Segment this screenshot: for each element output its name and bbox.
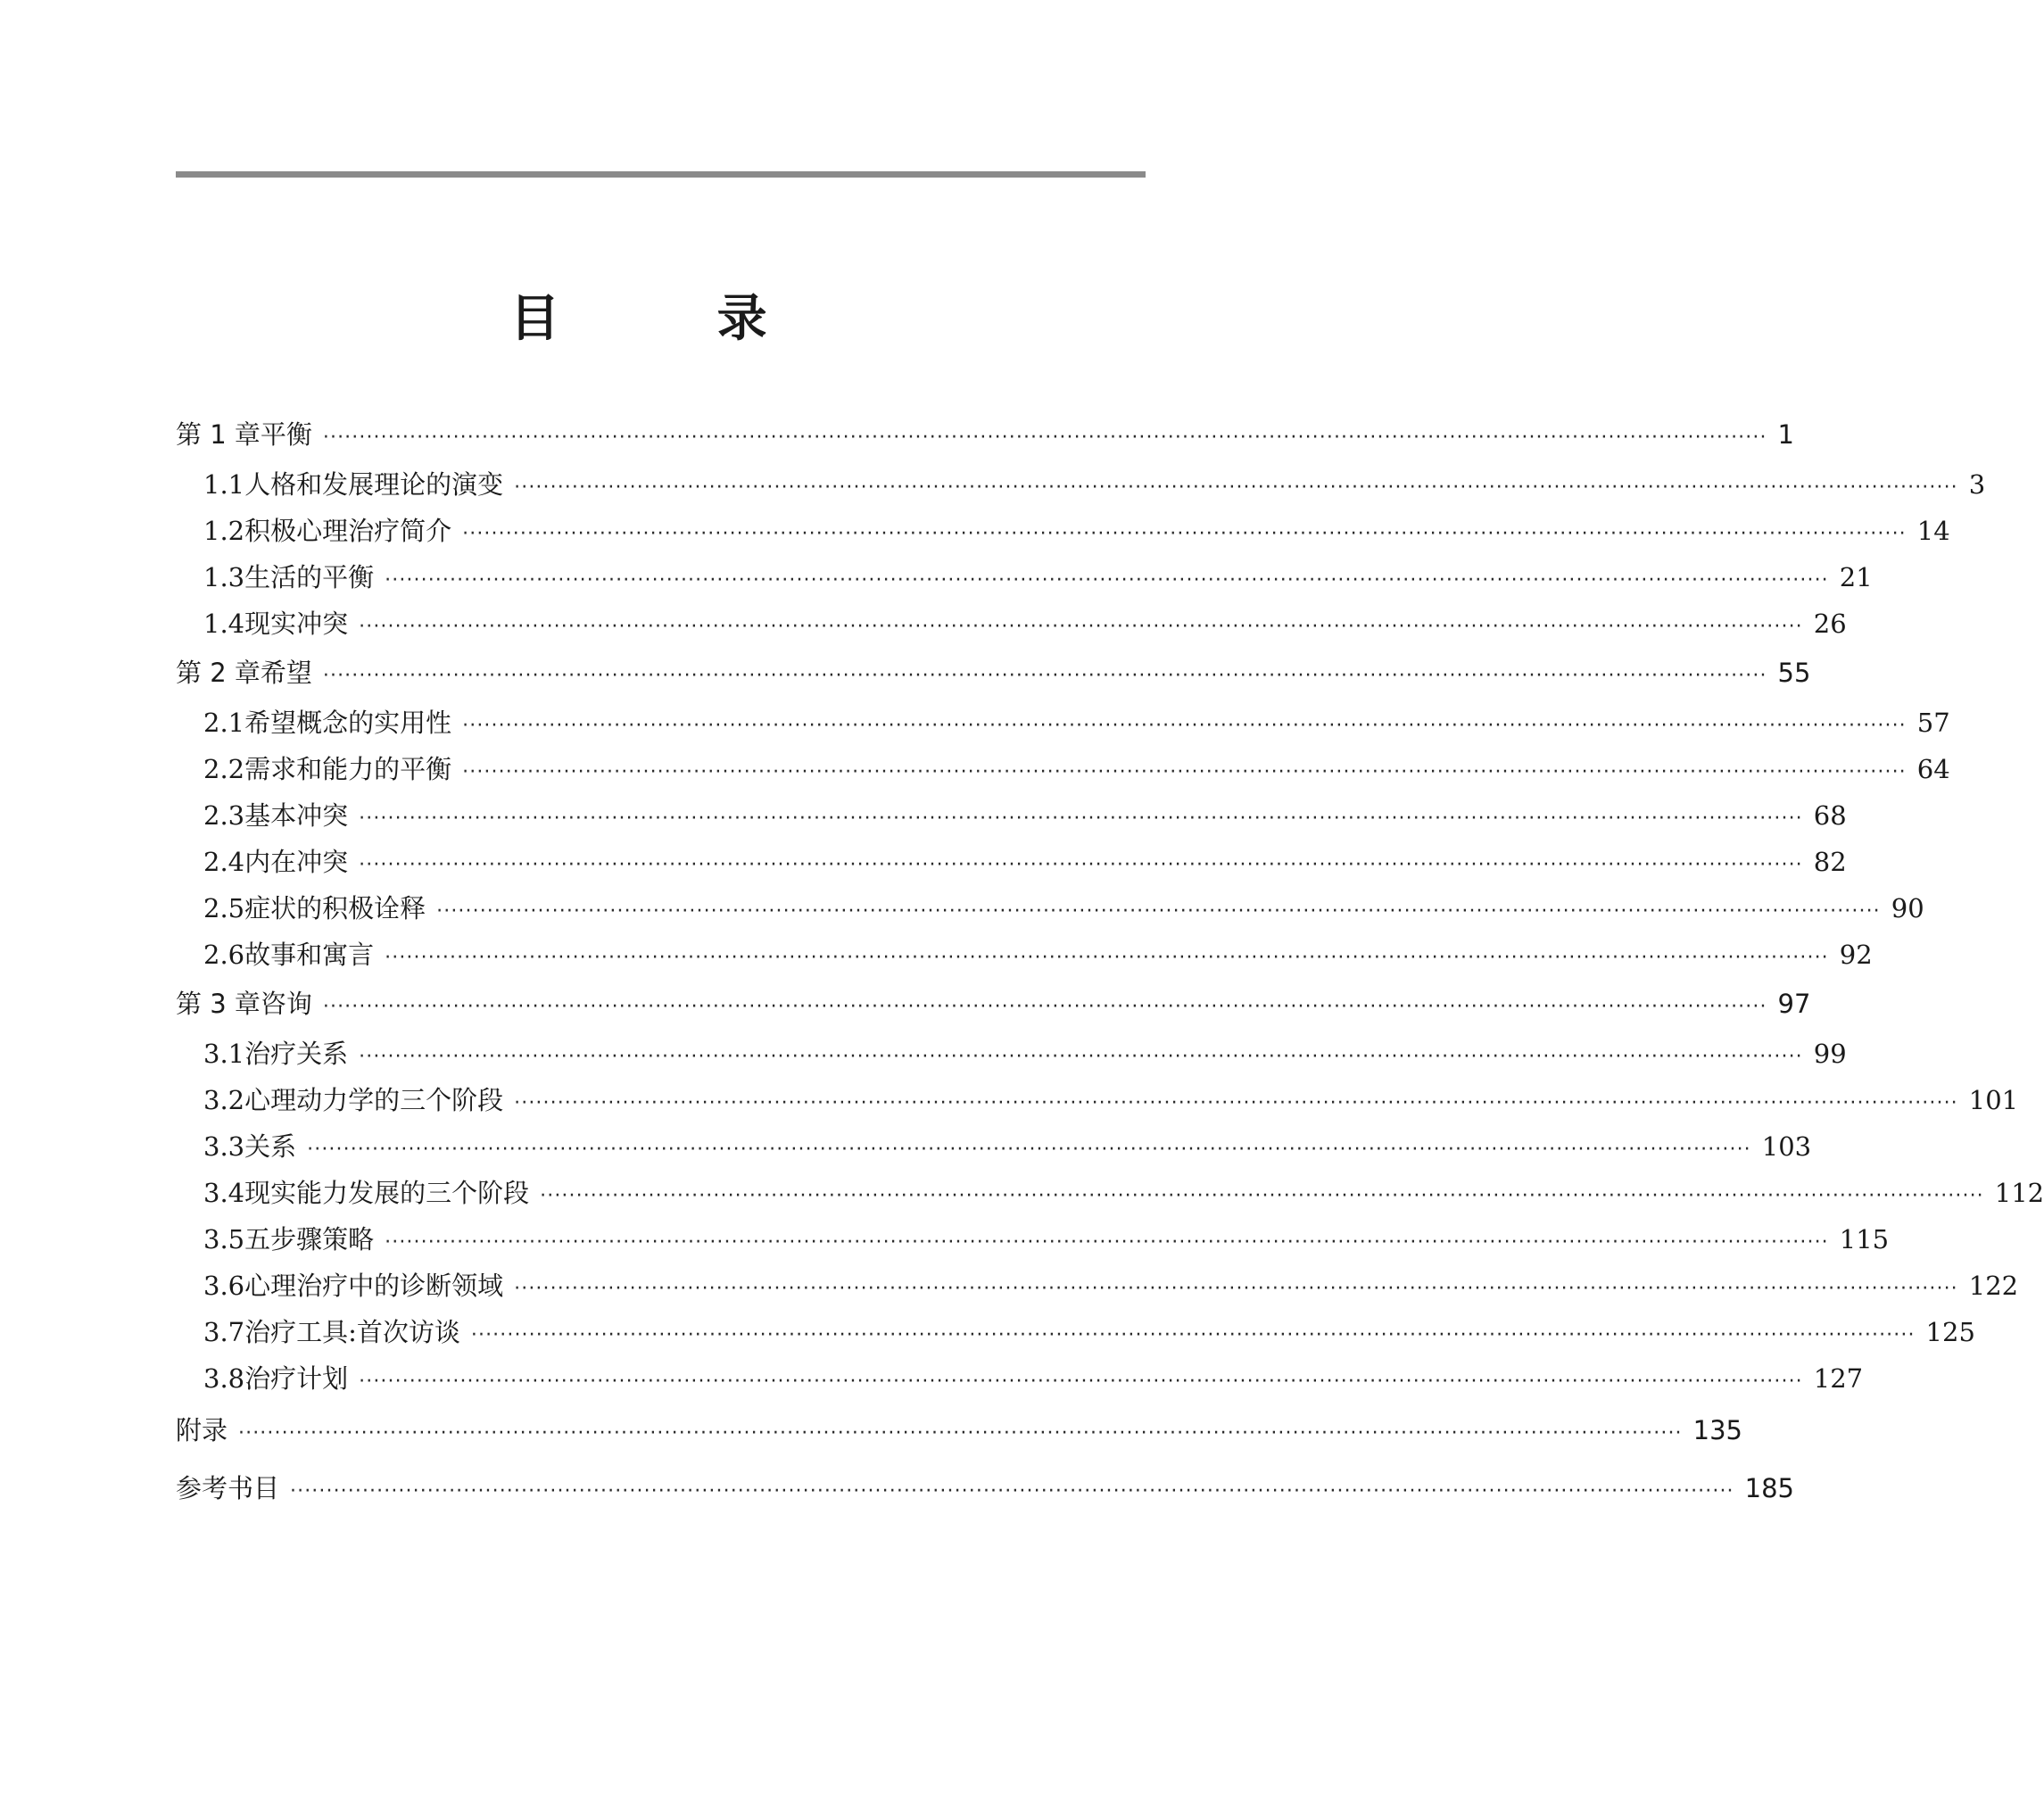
toc-entry-label: 希望概念的实用性 bbox=[244, 708, 452, 738]
toc-entry-page-number: 112 bbox=[1994, 1178, 2044, 1208]
toc-entry-label: 生活的平衡 bbox=[244, 562, 375, 592]
toc-entry-number: 2.4 bbox=[203, 847, 245, 877]
toc-entry-section[interactable] bbox=[176, 1355, 1864, 1402]
toc-entry-page-number: 122 bbox=[1968, 1271, 2019, 1301]
toc-entry-page-number: 55 bbox=[1777, 658, 1811, 688]
toc-entry-number: 1.2 bbox=[203, 516, 245, 546]
dot-leader: ········································································································································································································ bbox=[359, 616, 1803, 638]
toc-entry-number: 3.1 bbox=[203, 1039, 245, 1069]
toc-entry-label: 平衡 bbox=[260, 419, 312, 450]
dot-leader: ········································································································································································································ bbox=[359, 807, 1803, 830]
dot-leader: ········································································································································································································ bbox=[385, 569, 1829, 592]
toc-entry-number: 2.6 bbox=[203, 940, 245, 970]
dot-leader: ········································································································································································································ bbox=[514, 476, 1958, 499]
toc-entry-page-number: 115 bbox=[1839, 1224, 1890, 1254]
toc-entry-label: 参考书目 bbox=[176, 1473, 280, 1503]
toc-entry-number: 2.1 bbox=[203, 708, 245, 738]
toc-entry-section[interactable] bbox=[176, 1309, 1975, 1355]
dot-leader: ········································································································································································································ bbox=[462, 523, 1907, 545]
toc-entry-chapter[interactable] bbox=[176, 978, 1811, 1031]
dot-leader: ········································································································································································································ bbox=[322, 426, 1767, 449]
toc-entry-page-number: 185 bbox=[1744, 1473, 1795, 1503]
toc-entry-label: 心理治疗中的诊断领域 bbox=[244, 1271, 504, 1301]
toc-entry-page-number: 125 bbox=[1925, 1317, 1975, 1347]
toc-entry-page-number: 3 bbox=[1968, 469, 1986, 500]
toc-entry-page-number: 57 bbox=[1916, 708, 1950, 738]
toc-entry-number: 第 2 章 bbox=[176, 658, 261, 688]
dot-leader: ········································································································································································································ bbox=[436, 900, 1881, 923]
toc-entry-section[interactable] bbox=[176, 554, 1873, 600]
toc-entry-section[interactable] bbox=[176, 746, 1950, 792]
dot-leader: ········································································································································································································ bbox=[470, 1324, 1916, 1346]
toc-entry-chapter[interactable] bbox=[176, 409, 1794, 461]
toc-entry-section[interactable] bbox=[176, 700, 1950, 746]
toc-entry-label: 现实能力发展的三个阶段 bbox=[244, 1178, 530, 1208]
toc-entry-number: 3.6 bbox=[203, 1271, 245, 1301]
toc-entry-section[interactable] bbox=[176, 1077, 2019, 1123]
toc-entry-label: 咨询 bbox=[260, 989, 312, 1019]
toc-entry-number: 1.4 bbox=[203, 609, 245, 639]
toc-entry-section[interactable] bbox=[176, 885, 1924, 931]
dot-leader: ········································································································································································································ bbox=[514, 1092, 1958, 1114]
toc-entry-page-number: 26 bbox=[1813, 609, 1847, 639]
dot-leader: ········································································································································································································ bbox=[359, 854, 1803, 876]
toc-entry-page-number: 21 bbox=[1839, 562, 1873, 592]
toc-entry-page-number: 101 bbox=[1968, 1085, 2019, 1115]
dot-leader: ········································································································································································································ bbox=[359, 1046, 1803, 1068]
toc-entry-page-number: 127 bbox=[1813, 1363, 1864, 1394]
dot-leader: ········································································································································································································ bbox=[322, 665, 1767, 687]
dot-leader: ········································································································································································································ bbox=[307, 1138, 1751, 1161]
toc-entry-page-number: 135 bbox=[1692, 1415, 1743, 1445]
toc-entry-page-number: 103 bbox=[1761, 1131, 1812, 1162]
toc-entry-number: 第 3 章 bbox=[176, 989, 261, 1019]
header-rule bbox=[176, 171, 1146, 178]
toc-entry-label: 人格和发展理论的演变 bbox=[244, 469, 504, 500]
toc-entry-section[interactable] bbox=[176, 1216, 1890, 1263]
toc-entry-number: 1.3 bbox=[203, 562, 245, 592]
toc-entry-page-number: 82 bbox=[1813, 847, 1847, 877]
dot-leader: ········································································································································································································ bbox=[359, 1370, 1803, 1393]
toc-entry-section[interactable] bbox=[176, 839, 1847, 885]
toc-entry-section[interactable] bbox=[176, 792, 1847, 839]
toc-entry-label: 治疗工具:首次访谈 bbox=[244, 1317, 460, 1347]
dot-leader: ········································································································································································································ bbox=[238, 1422, 1683, 1445]
toc-entry-section[interactable] bbox=[176, 1123, 1812, 1170]
toc-entry-label: 附录 bbox=[176, 1415, 228, 1445]
dot-leader: ········································································································································································································ bbox=[290, 1480, 1734, 1503]
toc-entry-page-number: 1 bbox=[1777, 419, 1794, 450]
toc-entry-label: 希望 bbox=[260, 658, 312, 688]
toc-entry-number: 第 1 章 bbox=[176, 419, 261, 450]
toc-entry-number: 3.3 bbox=[203, 1131, 245, 1162]
toc-entry-section[interactable] bbox=[176, 1263, 2019, 1309]
toc-entry-label: 基本冲突 bbox=[244, 800, 349, 831]
toc-entry-number: 2.2 bbox=[203, 754, 245, 784]
toc-entry-label: 五步骤策略 bbox=[244, 1224, 375, 1254]
toc-entry-section[interactable] bbox=[176, 1031, 1847, 1077]
toc-entry-page-number: 64 bbox=[1916, 754, 1950, 784]
toc-entry-number: 2.5 bbox=[203, 893, 245, 923]
toc-entry-backmatter[interactable] bbox=[176, 1402, 1743, 1460]
toc-entry-section[interactable] bbox=[176, 461, 1986, 508]
toc-entry-section[interactable] bbox=[176, 508, 1950, 554]
dot-leader: ········································································································································································································ bbox=[514, 1278, 1958, 1300]
toc-entry-label: 心理动力学的三个阶段 bbox=[244, 1085, 504, 1115]
toc-entry-page-number: 14 bbox=[1916, 516, 1950, 546]
toc-entry-label: 治疗关系 bbox=[244, 1039, 349, 1069]
toc-entry-label: 现实冲突 bbox=[244, 609, 349, 639]
page-title: 目 录 bbox=[509, 289, 838, 348]
dot-leader: ········································································································································································································ bbox=[322, 996, 1767, 1018]
toc-entry-number: 3.5 bbox=[203, 1224, 245, 1254]
toc-entry-section[interactable] bbox=[176, 1170, 2044, 1216]
dot-leader: ········································································································································································································ bbox=[385, 947, 1829, 969]
toc-entry-page-number: 90 bbox=[1891, 893, 1924, 923]
toc-entry-page-number: 97 bbox=[1777, 989, 1811, 1019]
toc-entry-number: 3.7 bbox=[203, 1317, 245, 1347]
toc-entry-page-number: 92 bbox=[1839, 940, 1873, 970]
toc-entry-label: 内在冲突 bbox=[244, 847, 349, 877]
dot-leader: ········································································································································································································ bbox=[462, 715, 1907, 737]
toc-entry-label: 故事和寓言 bbox=[244, 940, 375, 970]
toc-entry-section[interactable] bbox=[176, 600, 1847, 647]
toc-entry-page-number: 68 bbox=[1813, 800, 1847, 831]
toc-entry-chapter[interactable] bbox=[176, 647, 1811, 700]
toc-entry-backmatter[interactable] bbox=[176, 1460, 1795, 1518]
table-of-contents bbox=[176, 409, 2044, 1518]
toc-entry-number: 2.3 bbox=[203, 800, 245, 831]
toc-entry-label: 症状的积极诠释 bbox=[244, 893, 426, 923]
toc-entry-label: 积极心理治疗简介 bbox=[244, 516, 452, 546]
toc-entry-label: 关系 bbox=[244, 1131, 297, 1162]
toc-entry-label: 治疗计划 bbox=[244, 1363, 349, 1394]
toc-entry-number: 3.8 bbox=[203, 1363, 245, 1394]
dot-leader: ········································································································································································································ bbox=[462, 761, 1907, 783]
dot-leader: ········································································································································································································ bbox=[385, 1231, 1829, 1254]
toc-entry-number: 3.2 bbox=[203, 1085, 245, 1115]
toc-entry-number: 3.4 bbox=[203, 1178, 245, 1208]
toc-entry-number: 1.1 bbox=[203, 469, 245, 500]
toc-entry-label: 需求和能力的平衡 bbox=[244, 754, 452, 784]
toc-entry-page-number: 99 bbox=[1813, 1039, 1847, 1069]
toc-entry-section[interactable] bbox=[176, 931, 1873, 978]
dot-leader: ········································································································································································································ bbox=[540, 1185, 1984, 1207]
